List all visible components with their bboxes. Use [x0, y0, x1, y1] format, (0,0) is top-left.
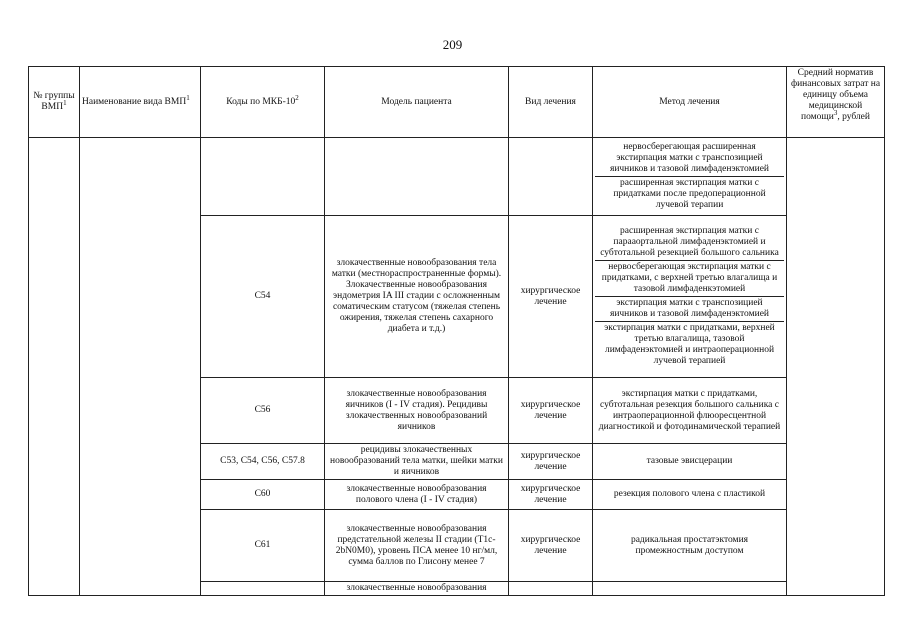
method-list: [595, 488, 784, 501]
mkb-code-cell: C54: [201, 216, 325, 378]
page-number: 209: [442, 37, 463, 52]
treatment-method-cell: [593, 582, 787, 596]
method-list: [595, 588, 784, 590]
method-item: расширенная экстирпация матки с парааортальной лимфаденэктомией и субтотальной резекцией большого сальника: [595, 225, 784, 261]
patient-model-cell: [325, 138, 509, 216]
method-item: экстирпация матки с придатками, верхней третью влагалища, тазовой лимфаденэктомией и интраоперационной лучевой терапией: [604, 323, 775, 366]
treatment-type-cell: хирургическое лечение: [509, 510, 593, 582]
method-item: нервосберегающая расширенная экстирпация матки с транспозицией яичников и тазовой лимфаденэктомией: [595, 141, 784, 177]
patient-model-cell: злокачественные новообразования предстательной железы II стадии (T1c-2bN0M0), уровень ПСА менее 10 нг/мл, сумма баллов по Глисону менее 7: [325, 510, 509, 582]
patient-model-cell: рецидивы злокачественных новообразований тела матки, шейки матки и яичников: [325, 444, 509, 480]
vmp-table: [28, 66, 885, 596]
treatment-method-cell: [593, 444, 787, 480]
header-norm-cost: Средний норматив финансовых затрат на единицу объема медицинской помощи$^3$, рублей: [787, 67, 885, 138]
method-item: экстирпация матки с придатками, субтотальная резекция большого сальника с интраоперационной флюоресцентной диагностикой и фотодинамической терапией: [598, 388, 781, 432]
method-item: резекция полового члена с пластикой: [613, 489, 766, 499]
method-list: [595, 141, 784, 212]
method-list: [595, 225, 784, 368]
mkb-code-cell: C56: [201, 378, 325, 444]
method-item: нервосберегающая экстирпация матки с придатками, с верхней третью влагалища и тазовой лимфаденкэтомией: [595, 261, 784, 297]
treatment-type-cell: хирургическое лечение: [509, 480, 593, 510]
method-item: тазовые эвисцерации: [646, 456, 733, 466]
mkb-code-cell: C60: [201, 480, 325, 510]
header-treatment-method: Метод лечения: [593, 67, 787, 138]
treatment-method-cell: [593, 138, 787, 216]
mkb-code-cell: [201, 582, 325, 596]
method-item: [595, 588, 784, 590]
header-mkb-codes: Коды по МКБ-$10^2$: [201, 67, 325, 138]
treatment-method-cell: [593, 216, 787, 378]
patient-model-cell: злокачественные новообразования полового члена (I - IV стадия): [325, 480, 509, 510]
treatment-method-cell: [593, 480, 787, 510]
method-list: [595, 534, 784, 558]
treatment-type-cell: хирургическое лечение: [509, 378, 593, 444]
patient-model-cell: злокачественные новообразования тела матки (местнораспространенные формы). Злокачественные новообразования эндометрия IA III стадии с осложненным соматическим статусом (тяжелая степень ожирения, тяжелая степень сахарного диабета и т.д.): [325, 216, 509, 378]
header-vmp-name: Наименование вида ВМП$^1$: [80, 67, 201, 138]
table-header-row: [29, 67, 885, 138]
treatment-method-cell: [593, 510, 787, 582]
treatment-type-cell: хирургическое лечение: [509, 444, 593, 480]
method-item: экстирпация матки с транспозицией яичников и тазовой лимфаденэктомией: [595, 297, 784, 322]
mkb-code-cell: C53, C54, C56, C57.8: [201, 444, 325, 480]
header-patient-model: Модель пациента: [325, 67, 509, 138]
treatment-type-cell: [509, 138, 593, 216]
method-list: [595, 388, 784, 434]
method-list: [595, 455, 784, 468]
vmp-name-cell: [80, 138, 201, 596]
table-row: [29, 138, 885, 216]
treatment-type-cell: хирургическое лечение: [509, 216, 593, 378]
method-item: расширенная экстирпация матки с придатками после предоперационной лучевой терапии: [613, 178, 766, 210]
patient-model-cell: злокачественные новообразования яичников (I - IV стадия). Рецидивы злокачественных новообразований яичников: [325, 378, 509, 444]
mkb-code-cell: C61: [201, 510, 325, 582]
norm-cost-cell: [787, 138, 885, 596]
method-item: радикальная простатэктомия промежностным доступом: [630, 534, 749, 556]
group-no-cell: [29, 138, 80, 596]
patient-model-cell: злокачественные новообразования: [325, 582, 509, 596]
treatment-method-cell: [593, 378, 787, 444]
header-group-no: № группы ВМП$^1$: [29, 67, 80, 138]
mkb-code-cell: [201, 138, 325, 216]
treatment-type-cell: [509, 582, 593, 596]
header-treatment-type: Вид лечения: [509, 67, 593, 138]
